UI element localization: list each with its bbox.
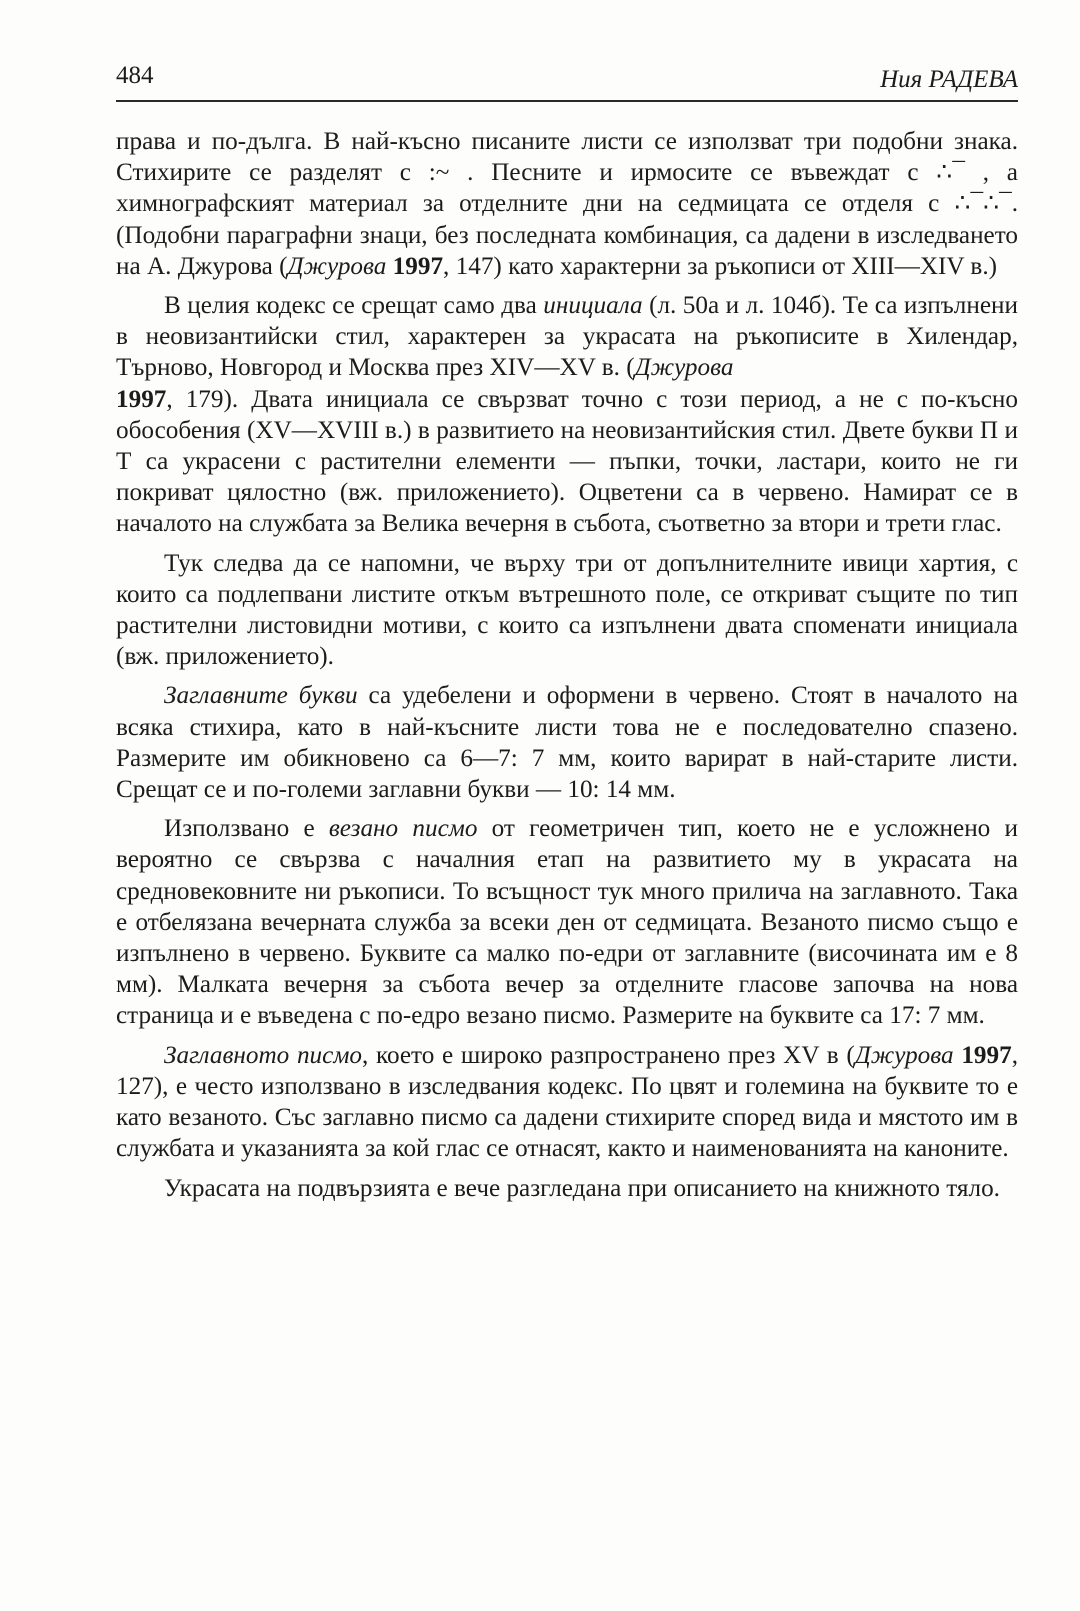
paragraph-5 <box>116 813 1018 1031</box>
paragraph-4 <box>116 680 1018 805</box>
citation-author: Джурова <box>854 1041 954 1069</box>
citation-author: Джурова <box>634 354 734 382</box>
paragraph-1 <box>116 126 1018 282</box>
paragraph-6-text-b: , 127), е често използвано в изследвания кодекс. По цвят и големина на буквите то е като везаното. Със заглавно писмо са дадени стихирите според вида и мястото им в службата и указанията за кой глас се отнасят, както и наименованията на каноните. <box>116 1041 1018 1163</box>
citation-author: Джурова <box>287 252 387 280</box>
paragraph-4-text: са удебелени и оформени в червено. Стоят в началото на всяка стихира, като в най-късните листи това не е последователно спазено. Размерите им обикновено са 6—7: 7 мм, които варират в най-старите листи. Срещат се и по-големи заглавни букви — 10: 14 мм. <box>116 682 1018 804</box>
term-title-script: Заглавното писмо <box>164 1041 362 1069</box>
paragraph-5-text-a: Използвано е <box>164 815 329 843</box>
paragraph-3 <box>116 548 1018 673</box>
paragraph-1-text-a: права и по-дълга. В най-късно писаните листи се използват три подобни знака. Стихирите се разделят с :~ . Песните и ирмосите се въвеждат с ∴¯ , а химнографският материал за отделните дни на седмицата се отделя с ∴¯∴¯. (Подобни параграфни знаци, без последната комбинация, са дадени в изследването на А. Джурова ( <box>116 128 1018 280</box>
citation-year: 1997 <box>116 385 167 413</box>
page-header <box>116 60 1018 102</box>
paragraph-5-text-b: от геометричен тип, което не е усложнено и вероятно се свързва с началния етап на развитието му в украсата на средновековните ни ръкописи. То всъщност тук много прилича на заглавното. Така е отбелязана вечерната служба за всеки ден от седмицата. Везаното писмо също е изпълнено в червено. Буквите са малко по-едри от заглавните (височината им е 8 мм). Малката вечерня за събота вечер за отделните гласове започва на нова страница и е въведена с по-едро везано писмо. Размерите на буквите са 17: 7 мм. <box>116 815 1018 1030</box>
running-head-author: Ния РАДЕВА <box>880 66 1018 93</box>
paragraph-2-text-a: В целия кодекс се срещат само два <box>164 292 544 320</box>
citation-year: 1997 <box>392 252 444 280</box>
term-initials: инициала <box>543 292 643 320</box>
page-number: 484 <box>116 62 154 89</box>
paragraph-3-text: Тук следва да се напомни, че върху три от допълнителните ивици хартия, с които са подлепвани листите откъм вътрешното поле, се откриват същите по тип растителни листовидни мотиви, с които са изпълнени двата споменати инициала (вж. приложението). <box>116 549 1018 671</box>
paragraph-1-text-b: , 147) като характерни за ръкописи от XIII—XIV в.) <box>443 252 998 280</box>
paragraph-2-text-b: (л. 50а и л. 104б). Те са изпълнени в неовизантийски стил, характерен за украсата на ръкописите в Хилендар, Търново, Новгород и Москва през XIV—XV в. ( <box>116 292 1018 382</box>
term-capital-letters: Заглавните букви <box>164 682 358 710</box>
paragraph-2 <box>116 290 1018 540</box>
paragraph-2-text-c: , 179). Двата инициала се свързват точно с този период, а не с по-късно обособения (XV—XVIII в.) в развитието на неовизантийския стил. Двете букви П и Т са украсени с растителни елементи — пъпки, точки, ластари, които не ги покриват цялостно (вж. приложението). Оцветени са в червено. Намират се в началото на службата за Велика вечерня в събота, съответно за втори и трети глас. <box>116 385 1018 538</box>
paragraph-6 <box>116 1040 1018 1165</box>
term-interlaced-script: везано писмо <box>328 815 478 843</box>
citation-year: 1997 <box>961 1041 1012 1069</box>
paragraph-7 <box>116 1173 1018 1204</box>
paragraph-6-text-a: , което е широко разпространено през XV в ( <box>362 1041 855 1069</box>
paragraph-7-text: Украсата на подвързията е вече разгледана при описанието на книжното тяло. <box>164 1174 1000 1202</box>
body-text <box>116 126 1018 1212</box>
